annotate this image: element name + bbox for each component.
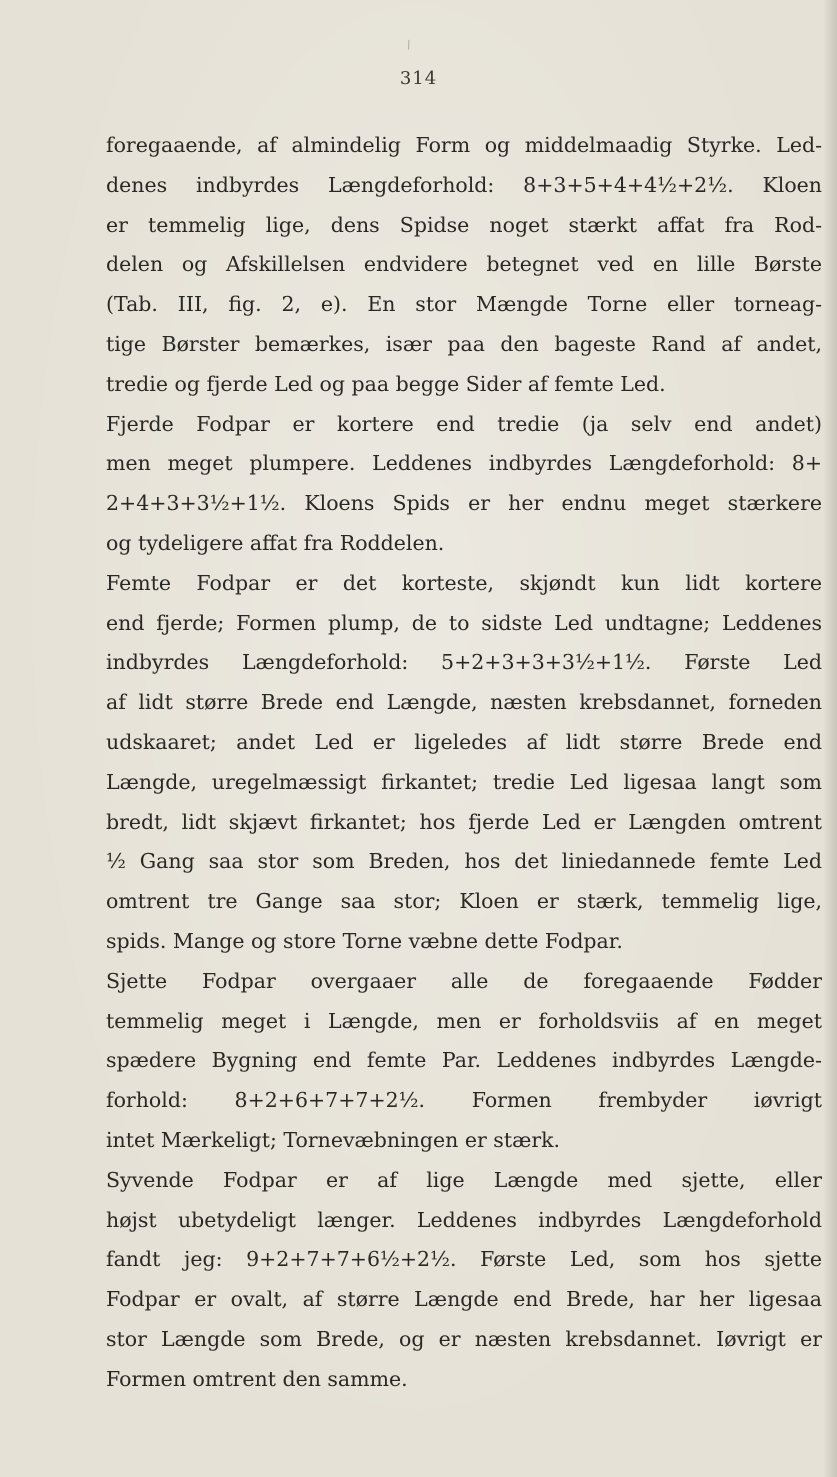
text-line-6: tige Børster bemærkes, især paa den bageste Rand af andet, <box>106 331 822 356</box>
text-line-3: er temmelig lige, dens Spidse noget stærkt affat fra Rod- <box>106 212 822 237</box>
text-line-4: delen og Afskillelsen endvidere betegnet ved en lille Børste <box>106 252 822 277</box>
text-line-23: temmelig meget i Længde, men er forholdsviis af en meget <box>106 1008 822 1033</box>
text-line-17: Længde, uregelmæssigt firkantet; tredie Led ligesaa langt som <box>106 769 822 794</box>
text-line-31: stor Længde som Brede, og er næsten krebsdannet. Iøvrigt er <box>106 1326 822 1351</box>
text-line-13: end fjerde; Formen plump, de to sidste Led undtagne; Leddenes <box>106 610 822 635</box>
text-line-7: tredie og fjerde Led og paa begge Sider af femte Led. <box>106 371 666 396</box>
pencil-mark: ⁄ <box>405 39 414 52</box>
text-line-19: ½ Gang saa stor som Breden, hos det liniedannede femte Led <box>106 849 822 874</box>
text-line-2: denes indbyrdes Længdeforhold: 8+3+5+4+4½+2½. Kloen <box>106 172 822 197</box>
text-line-5: (Tab. III, fig. 2, e). En stor Mængde Torne eller torneag- <box>106 292 822 317</box>
text-line-18: bredt, lidt skjævt firkantet; hos fjerde Led er Længden omtrent <box>106 809 822 834</box>
text-line-9: men meget plumpere. Leddenes indbyrdes Længdeforhold: 8+ <box>106 451 822 476</box>
text-line-21: spids. Mange og store Torne væbne dette Fodpar. <box>106 928 623 953</box>
text-line-25: forhold: 8+2+6+7+7+2½. Formen frembyder iøvrigt <box>106 1088 822 1113</box>
text-line-28: højst ubetydeligt længer. Leddenes indbyrdes Længdeforhold <box>106 1207 822 1232</box>
text-line-14: indbyrdes Længdeforhold: 5+2+3+3+3½+1½. Første Led <box>106 650 822 675</box>
text-line-10: 2+4+3+3½+1½. Kloens Spids er her endnu meget stærkere <box>106 491 822 516</box>
text-line-22: Sjette Fodpar overgaaer alle de foregaaende Fødder <box>106 968 822 993</box>
text-line-30: Fodpar er ovalt, af større Længde end Brede, har her ligesaa <box>106 1287 822 1312</box>
text-line-12: Femte Fodpar er det korteste, skjøndt kun lidt kortere <box>106 570 822 595</box>
text-line-11: og tydeligere affat fra Roddelen. <box>106 530 445 555</box>
text-line-15: af lidt større Brede end Længde, næsten krebsdannet, forneden <box>106 690 822 715</box>
page-number: 314 <box>399 68 438 89</box>
text-line-32: Formen omtrent den samme. <box>106 1366 408 1391</box>
text-line-24: spædere Bygning end femte Par. Leddenes indbyrdes Længde- <box>106 1048 822 1073</box>
body-text <box>106 126 822 1400</box>
text-line-27: Syvende Fodpar er af lige Længde med sjette, eller <box>106 1167 822 1192</box>
text-line-16: udskaaret; andet Led er ligeledes af lidt større Brede end <box>106 729 822 754</box>
text-line-29: fandt jeg: 9+2+7+7+6½+2½. Første Led, som hos sjette <box>106 1247 822 1272</box>
text-line-20: omtrent tre Gange saa stor; Kloen er stærk, temmelig lige, <box>106 889 822 914</box>
text-line-8: Fjerde Fodpar er kortere end tredie (ja selv end andet) <box>106 411 822 436</box>
text-line-26: intet Mærkeligt; Tornevæbningen er stærk. <box>106 1127 561 1152</box>
text-line-1: foregaaende, af almindelig Form og middelmaadig Styrke. Led- <box>106 133 822 157</box>
page-edge-shadow <box>823 0 837 1477</box>
